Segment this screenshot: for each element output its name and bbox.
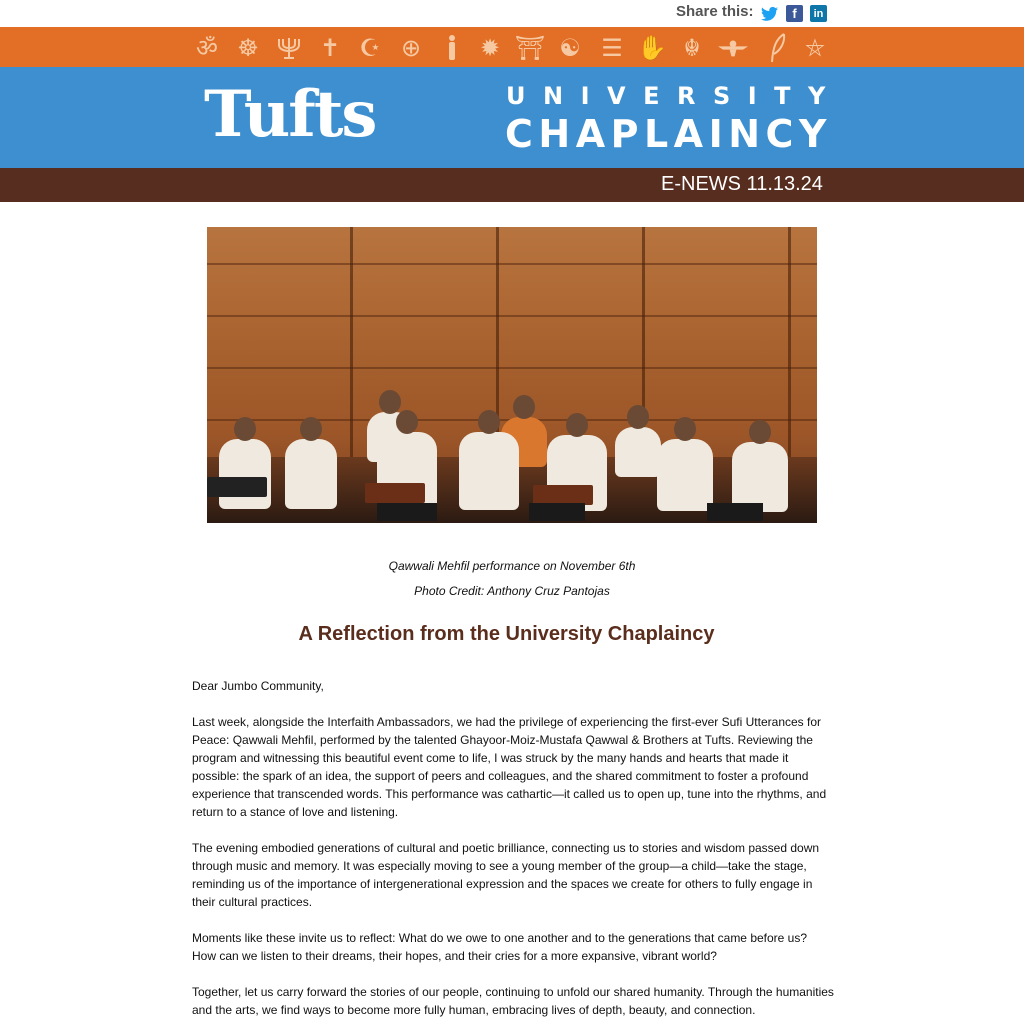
body-paragraph: Last week, alongside the Interfaith Ambassadors, we had the privilege of experiencing the first-ever Sufi Utterances for Peace: Qawwali Mehfil, performed by the talented Ghayoor-Moiz-Mustafa Qawwal & Brothers at Tufts. Reviewing the program and witnessing this beautiful event come to life, I was struck by the many hands and hearts that made it possible: the spark of an idea, the support of peers and colleagues, and the shared commitment to foster a profound experience that transcended words. This performance was cathartic—it called us to open up, tune into the rhythms, and return to a stance of love and listening. xyxy=(192,715,827,819)
jain-hand-icon: ✋ xyxy=(637,34,667,62)
linkedin-icon[interactable]: in xyxy=(810,5,827,22)
greeting: Dear Jumbo Community, xyxy=(192,679,324,693)
cross-icon: ✝ xyxy=(319,34,341,62)
share-label: Share this: xyxy=(676,3,754,20)
yin-yang-icon: ☯ xyxy=(559,34,581,62)
menorah-icon xyxy=(274,33,304,63)
dharma-wheel-icon: ☸ xyxy=(237,34,259,62)
tufts-logo[interactable]: Tufts xyxy=(204,77,376,152)
faravahar-icon xyxy=(718,33,748,63)
photo-caption: Qawwali Mehfil performance on November 6th xyxy=(388,559,636,573)
performance-photo xyxy=(207,227,817,523)
body-paragraph: Moments like these invite us to reflect: What do we owe to one another and to the generations that came before us? How can we listen to their dreams, their hopes, and their cries for a more expansive, vibrant world? xyxy=(192,931,808,963)
header-chaplaincy: CHAPLAINCY xyxy=(505,112,832,156)
crescent-icon: ☪ xyxy=(359,34,381,62)
feather-icon xyxy=(763,33,793,63)
bahai-circle-icon: ⊕ xyxy=(400,34,422,62)
issue-date: E-NEWS 11.13.24 xyxy=(661,173,823,195)
header-university: UNIVERSITY xyxy=(506,82,843,110)
om-icon: ॐ xyxy=(196,34,218,62)
twitter-icon[interactable] xyxy=(761,5,778,22)
header-banner xyxy=(0,67,1024,168)
khanda-icon: ☬ xyxy=(683,34,701,62)
confucian-icon: ☰ xyxy=(601,34,623,62)
starburst-icon: ✹ xyxy=(479,34,501,62)
share-bar xyxy=(0,0,1024,27)
facebook-icon[interactable]: f xyxy=(786,5,803,22)
indigenous-figure-icon xyxy=(437,33,467,63)
body-paragraph: The evening embodied generations of cultural and poetic brilliance, connecting us to stories and wisdom passed down through music and memory. It was especially moving to see a young member of the group—a child—take the stage, reminding us of the importance of intergenerational expression and the spaces we create for others to fully engage in their cultural practices. xyxy=(192,841,820,909)
faith-symbols-band xyxy=(0,27,1024,67)
photo-credit: Photo Credit: Anthony Cruz Pantojas xyxy=(414,584,610,598)
body-paragraph: Together, let us carry forward the stories of our people, continuing to unfold our shared humanity. Through the humanities and the arts, we find ways to become more fully human, embracing lives of depth, beauty, and connection. xyxy=(192,985,834,1017)
issue-band xyxy=(0,168,1024,202)
article-title: A Reflection from the University Chaplaincy xyxy=(298,623,715,645)
torii-gate-icon: ⛩ xyxy=(514,34,546,62)
pentacle-icon: ⛤ xyxy=(805,34,825,62)
